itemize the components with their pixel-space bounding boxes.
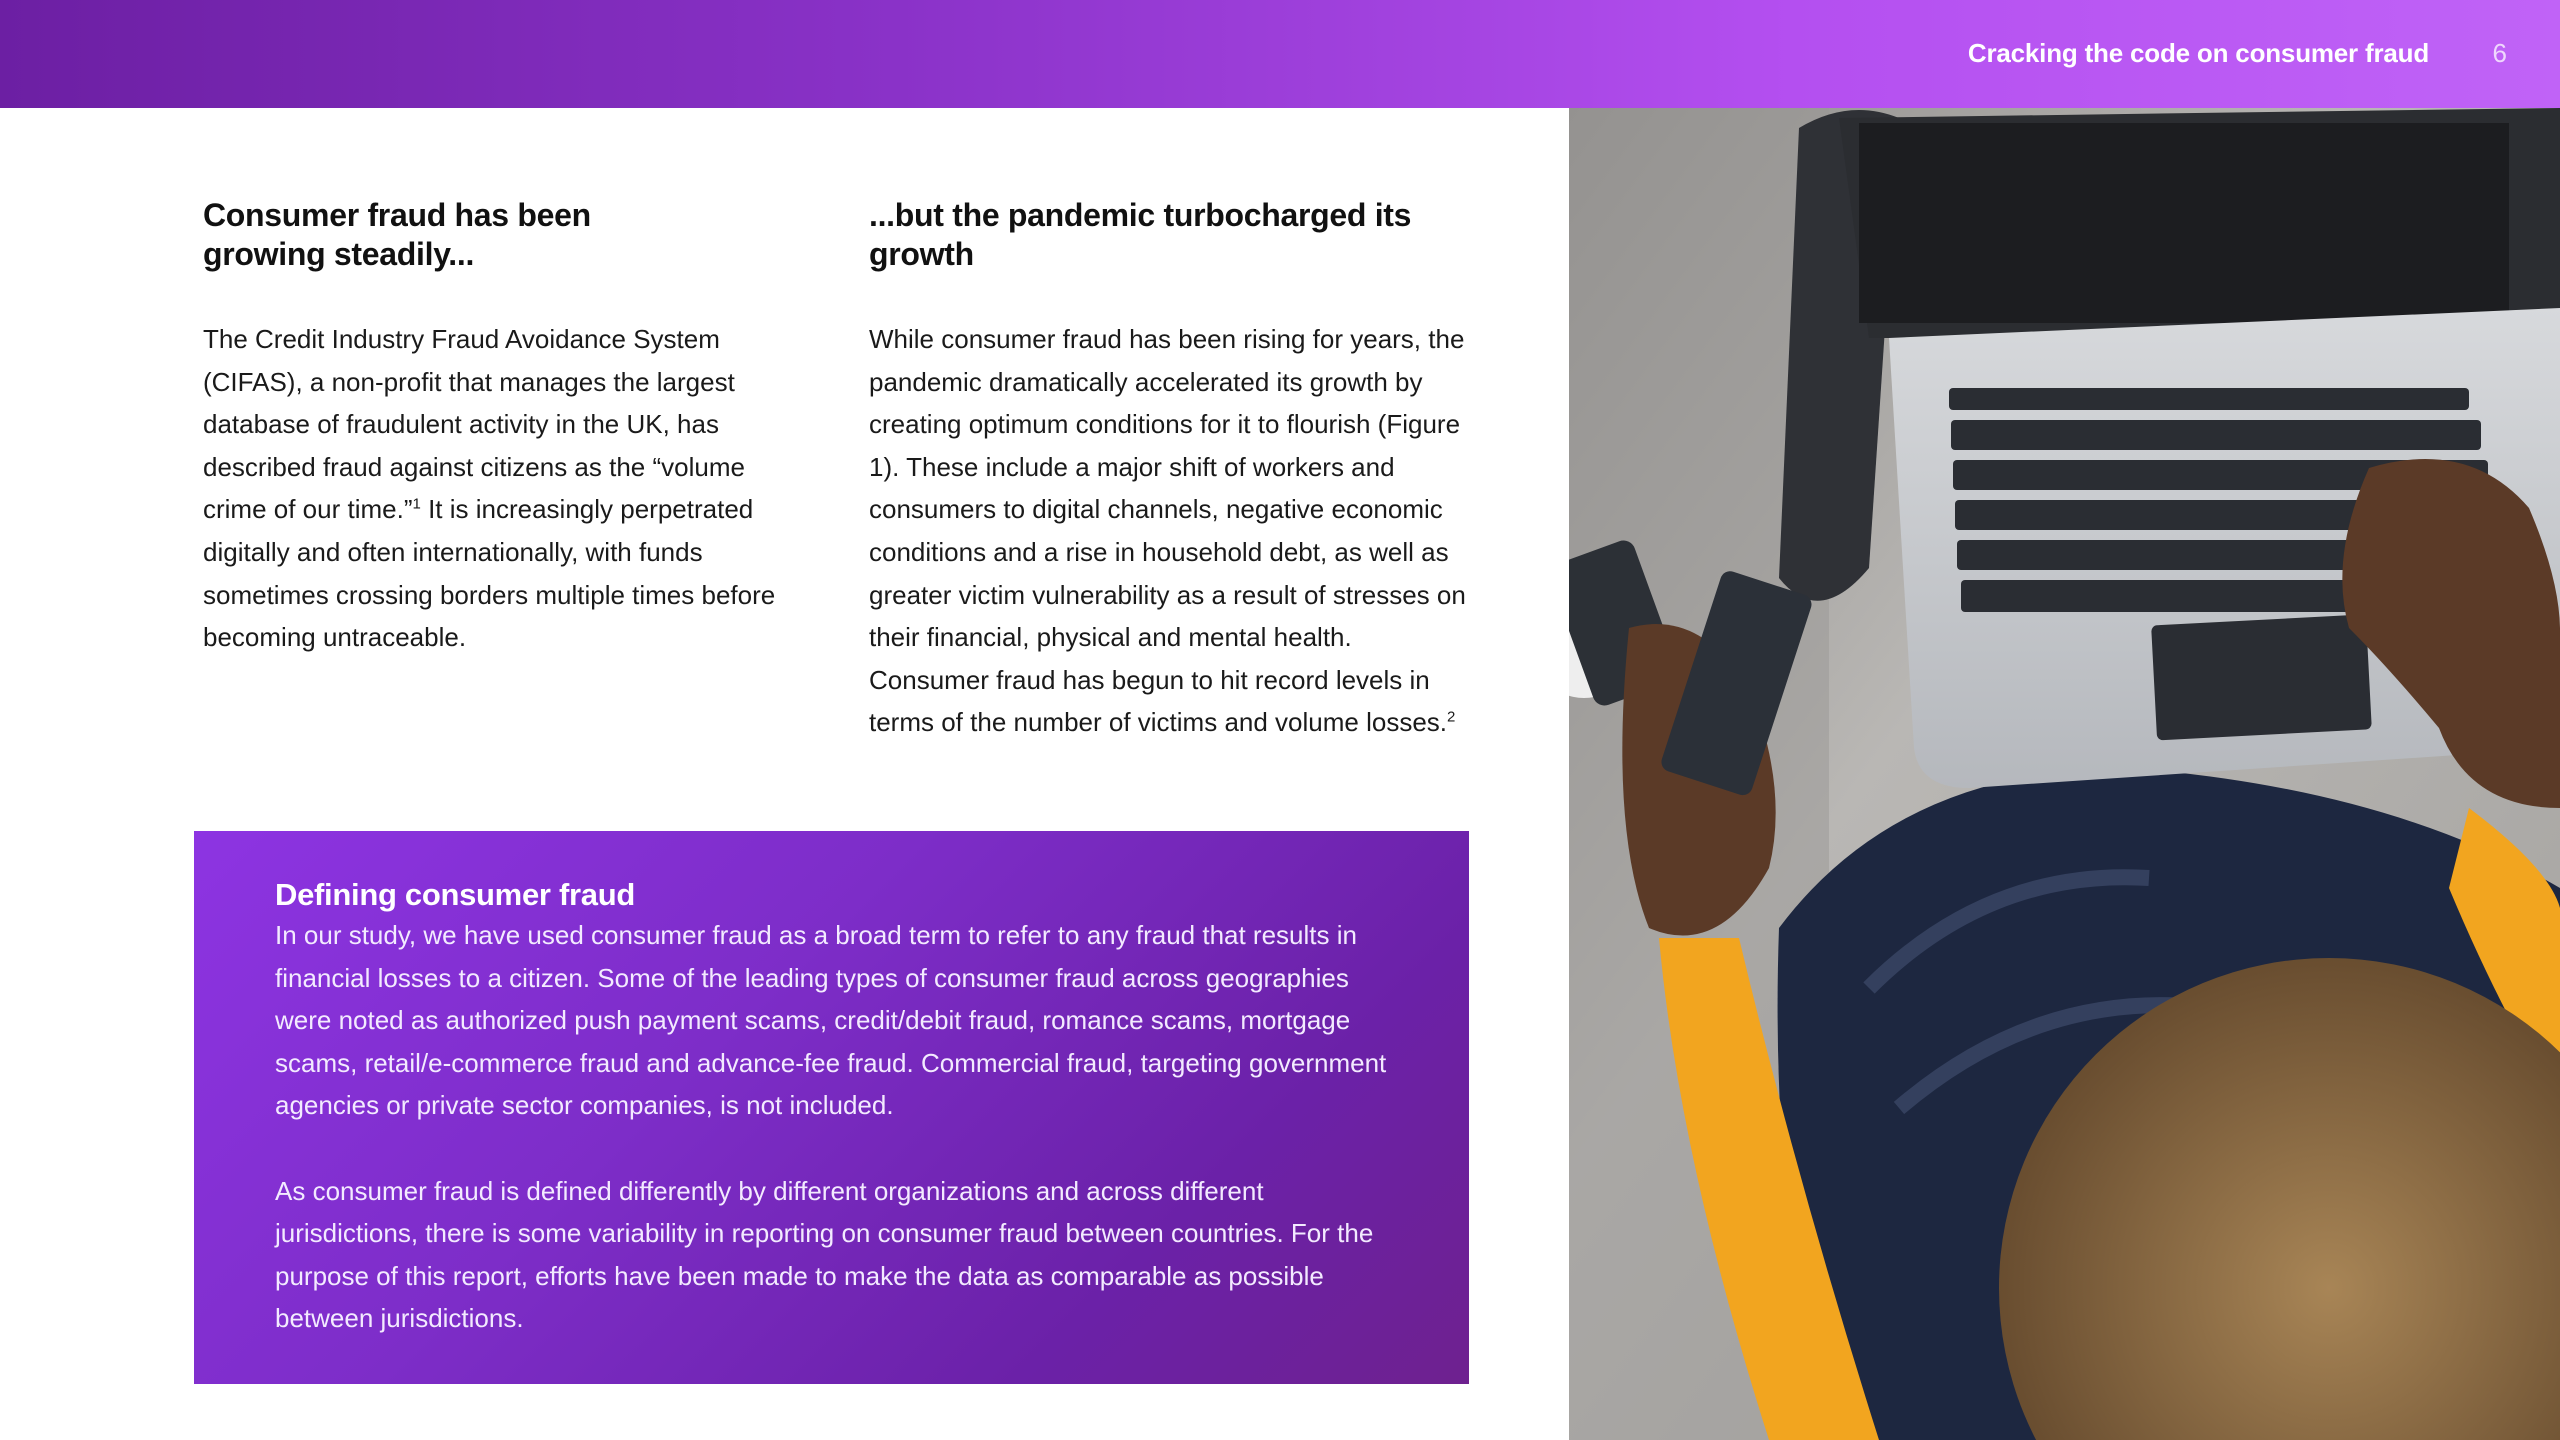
photo-illustration	[1569, 108, 2560, 1440]
left-heading	[203, 196, 803, 274]
callout-heading: Defining consumer fraud	[275, 877, 635, 912]
page-header	[0, 0, 2560, 108]
left-heading-line1: Consumer fraud has been	[203, 197, 591, 233]
page-number: 6	[2492, 38, 2507, 68]
right-body-text	[869, 318, 1469, 744]
left-column	[203, 196, 803, 659]
right-column	[869, 196, 1469, 744]
callout-paragraph-2: As consumer fraud is defined differently by different organizations and across different jurisdictions, there is some variability in reporting on consumer fraud between countries. For the purpose of this report, efforts have been made to make the data as comparable as possible between jurisdictions.	[275, 1175, 1374, 1334]
left-body-text	[203, 318, 803, 659]
laptop-credit-card-photo	[1569, 108, 2560, 1440]
footnote-ref-1[interactable]: 1	[412, 495, 421, 513]
left-body-part2: It is increasingly perpetrated digitally and often internationally, with funds sometimes crossing borders multiple times before becoming untraceable.	[203, 494, 776, 653]
document-title: Cracking the code on consumer fraud	[1967, 38, 2429, 68]
right-heading: ...but the pandemic turbocharged its growth	[869, 197, 1412, 272]
definition-callout-box	[194, 831, 1469, 1384]
footnote-ref-2[interactable]: 2	[1447, 708, 1456, 726]
right-body: While consumer fraud has been rising for years, the pandemic dramatically accelerated its growth by creating optimum conditions for it to flourish (Figure 1). These include a major shift of workers and consumers to digital channels, negative economic conditions and a rise in household debt, as well as greater victim vulnerability as a result of stresses on their financial, physical and mental health. Consumer fraud has begun to hit record levels in terms of the number of victims and volume losses.	[869, 324, 1466, 738]
left-body-part1: The Credit Industry Fraud Avoidance System (CIFAS), a non-profit that manages the largest database of fraudulent activity in the UK, has described fraud against citizens as the “volume crime of our time.”	[203, 324, 745, 525]
callout-paragraph-1: In our study, we have used consumer fraud as a broad term to refer to any fraud that results in financial losses to a citizen. Some of the leading types of consumer fraud across geographies were noted as authorized push payment scams, credit/debit fraud, romance scams, mortgage scams, retail/e-commerce fraud and advance-fee fraud. Commercial fraud, targeting government agencies or private sector companies, is not included.	[275, 920, 1387, 1121]
left-heading-line2: growing steadily...	[203, 236, 475, 272]
